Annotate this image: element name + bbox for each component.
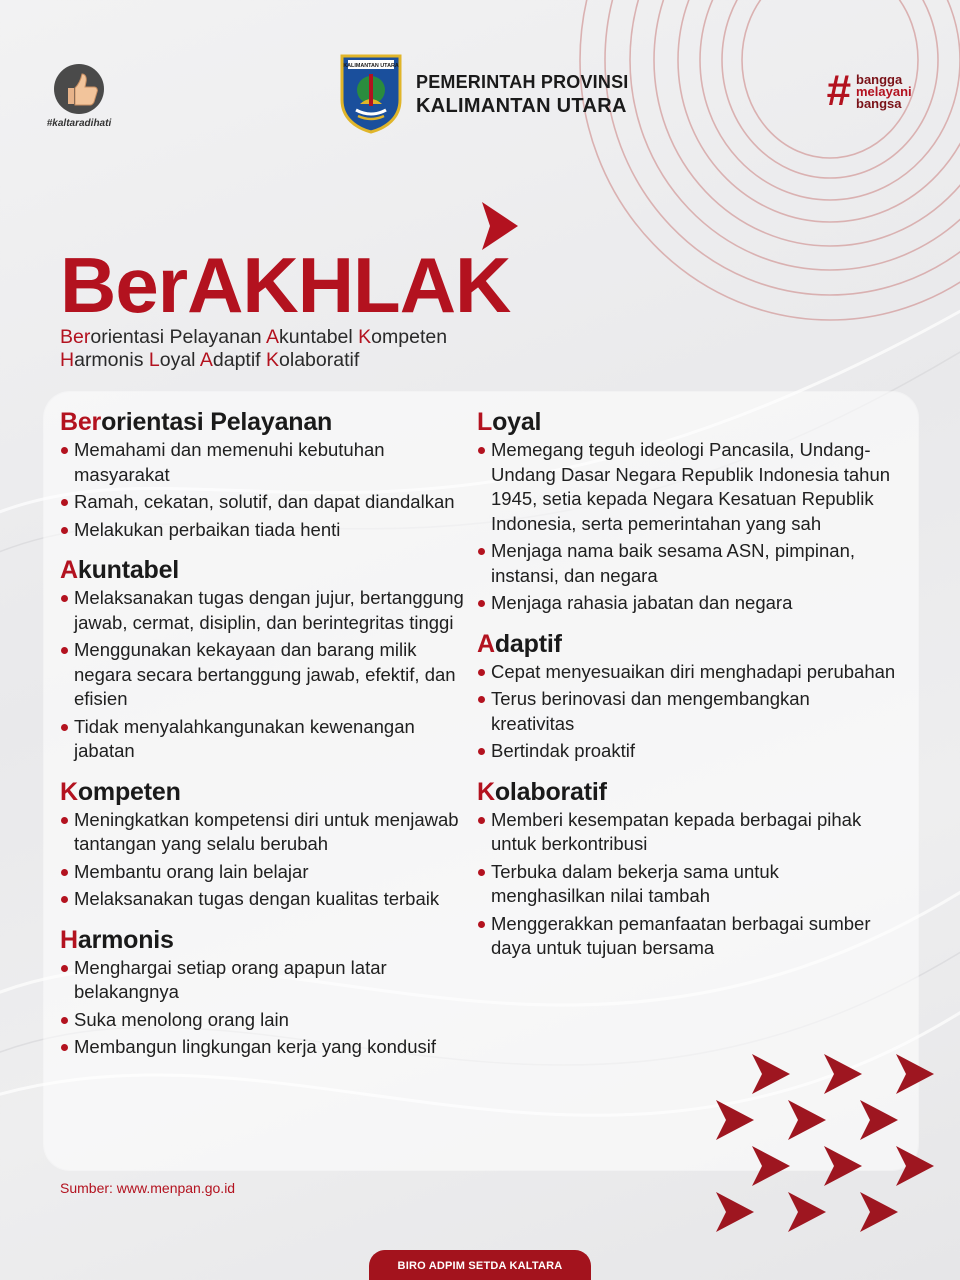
- list-item: Bertindak proaktif: [477, 739, 897, 764]
- subtitle-line2: [60, 349, 447, 372]
- section-title: [60, 554, 470, 586]
- section-title: [60, 924, 470, 956]
- section-title-initial: H: [60, 925, 78, 954]
- list-item: Tidak menyalahkangunakan kewenangan jabatan: [60, 715, 470, 764]
- list-item: Membangun lingkungan kerja yang kondusif: [60, 1035, 470, 1060]
- section-list: [60, 438, 470, 542]
- value-section: [477, 406, 897, 616]
- crest-banner-text: KALIMANTAN UTARA: [343, 63, 399, 69]
- kaltara-dihati-logo: [44, 64, 114, 129]
- subtitle-word-rest: orientasi Pelayanan: [90, 326, 266, 348]
- section-title-initial: K: [60, 777, 78, 806]
- section-title: [477, 406, 897, 438]
- list-item: Menggerakkan pemanfaatan berbagai sumber daya untuk tujuan bersama: [477, 912, 897, 961]
- list-item: Memberi kesempatan kepada berbagai pihak untuk berkontribusi: [477, 808, 897, 857]
- value-section: [60, 406, 470, 542]
- right-column: [477, 406, 897, 973]
- section-list: [60, 956, 470, 1060]
- section-title-rest: ompeten: [77, 777, 181, 806]
- subtitle-initial: H: [60, 349, 75, 371]
- subtitle-initial: K: [358, 326, 372, 348]
- section-list: [477, 660, 897, 764]
- list-item: Menjaga nama baik sesama ASN, pimpinan, instansi, dan negara: [477, 539, 897, 588]
- subtitle-word-rest: kuntabel: [279, 326, 359, 348]
- section-title: [60, 776, 470, 808]
- section-title-initial: K: [477, 777, 495, 806]
- list-item: Cepat menyesuaikan diri menghadapi perubahan: [477, 660, 897, 685]
- subtitle-initial: A: [265, 326, 279, 348]
- subtitle-word-rest: ompeten: [371, 326, 448, 348]
- value-section: [60, 554, 470, 764]
- footer-credit: BIRO ADPIM SETDA KALTARA: [369, 1250, 591, 1280]
- section-list: [60, 808, 470, 912]
- list-item: Terbuka dalam bekerja sama untuk menghasilkan nilai tambah: [477, 860, 897, 909]
- subtitle-word-rest: daptif: [212, 349, 266, 371]
- value-section: [477, 776, 897, 961]
- subtitle-initial: Ber: [60, 326, 91, 348]
- slogan-word-3: bangsa: [856, 96, 902, 111]
- list-item: Meningkatkan kompetensi diri untuk menjawab tantangan yang selalu berubah: [60, 808, 470, 857]
- section-title: [477, 628, 897, 660]
- bangga-melayani-bangsa-logo: [826, 66, 926, 118]
- subtitle-word-rest: olaboratif: [279, 349, 360, 371]
- slogan-hash: #: [826, 66, 851, 115]
- subtitle: [60, 326, 447, 372]
- slogan-word-1: bangga: [856, 72, 903, 87]
- section-list: [60, 586, 470, 764]
- list-item: Ramah, cekatan, solutif, dan dapat diandalkan: [60, 490, 470, 515]
- section-title-rest: olaboratif: [494, 777, 607, 806]
- list-item: Menggunakan kekayaan dan barang milik negara secara bertanggung jawab, efektif, dan efisien: [60, 638, 470, 712]
- value-section: [60, 924, 470, 1060]
- chevron-decoration-icon: [700, 1040, 960, 1280]
- section-title: [477, 776, 897, 808]
- slogan-word-2: melayani: [856, 84, 912, 99]
- section-list: [477, 808, 897, 961]
- source-note: Sumber: www.menpan.go.id: [60, 1180, 236, 1196]
- section-title-initial: L: [477, 408, 493, 436]
- section-title-rest: kuntabel: [77, 556, 180, 584]
- list-item: Memahami dan memenuhi kebutuhan masyarakat: [60, 438, 470, 487]
- section-title-rest: armonis: [77, 925, 174, 954]
- section-title-rest: orientasi Pelayanan: [101, 408, 333, 436]
- province-crest-icon: [340, 52, 402, 134]
- list-item: Terus berinovasi dan mengembangkan kreativitas: [477, 687, 897, 736]
- section-title-rest: oyal: [492, 408, 542, 436]
- list-item: Melaksanakan tugas dengan jujur, bertanggung jawab, cermat, disiplin, dan berintegritas tinggi: [60, 586, 470, 635]
- page-title: BerAKHLAK: [60, 241, 511, 329]
- section-title-rest: daptif: [494, 629, 562, 658]
- subtitle-initial: A: [199, 349, 213, 371]
- list-item: Memegang teguh ideologi Pancasila, Undang-Undang Dasar Negara Republik Indonesia tahun 1945, setia kepada Negara Kesatuan Republik Indonesia, serta pemerintahan yang sah: [477, 438, 897, 536]
- logo-tagline: #kaltaradihati: [46, 118, 112, 129]
- section-list: [477, 438, 897, 616]
- government-title: [416, 72, 629, 118]
- section-title-initial: A: [60, 556, 78, 584]
- subtitle-initial: K: [266, 349, 280, 371]
- list-item: Membantu orang lain belajar: [60, 860, 470, 885]
- left-column: [60, 406, 470, 1072]
- value-section: [477, 628, 897, 764]
- section-title-initial: Ber: [60, 408, 102, 436]
- list-item: Melaksanakan tugas dengan kualitas terbaik: [60, 887, 470, 912]
- gov-title-line2: KALIMANTAN UTARA: [416, 95, 627, 117]
- value-section: [60, 776, 470, 912]
- list-item: Melakukan perbaikan tiada henti: [60, 518, 470, 543]
- section-title-initial: A: [477, 629, 495, 658]
- section-title: [60, 406, 470, 438]
- list-item: Menjaga rahasia jabatan dan negara: [477, 591, 897, 616]
- list-item: Suka menolong orang lain: [60, 1008, 470, 1033]
- subtitle-word-rest: armonis: [74, 349, 149, 371]
- subtitle-line1: [60, 326, 447, 349]
- subtitle-word-rest: oyal: [159, 349, 200, 371]
- subtitle-initial: L: [148, 349, 160, 371]
- gov-title-line1: PEMERINTAH PROVINSI: [416, 72, 629, 92]
- list-item: Menghargai setiap orang apapun latar belakangnya: [60, 956, 470, 1005]
- thumbs-up-icon: [54, 64, 104, 114]
